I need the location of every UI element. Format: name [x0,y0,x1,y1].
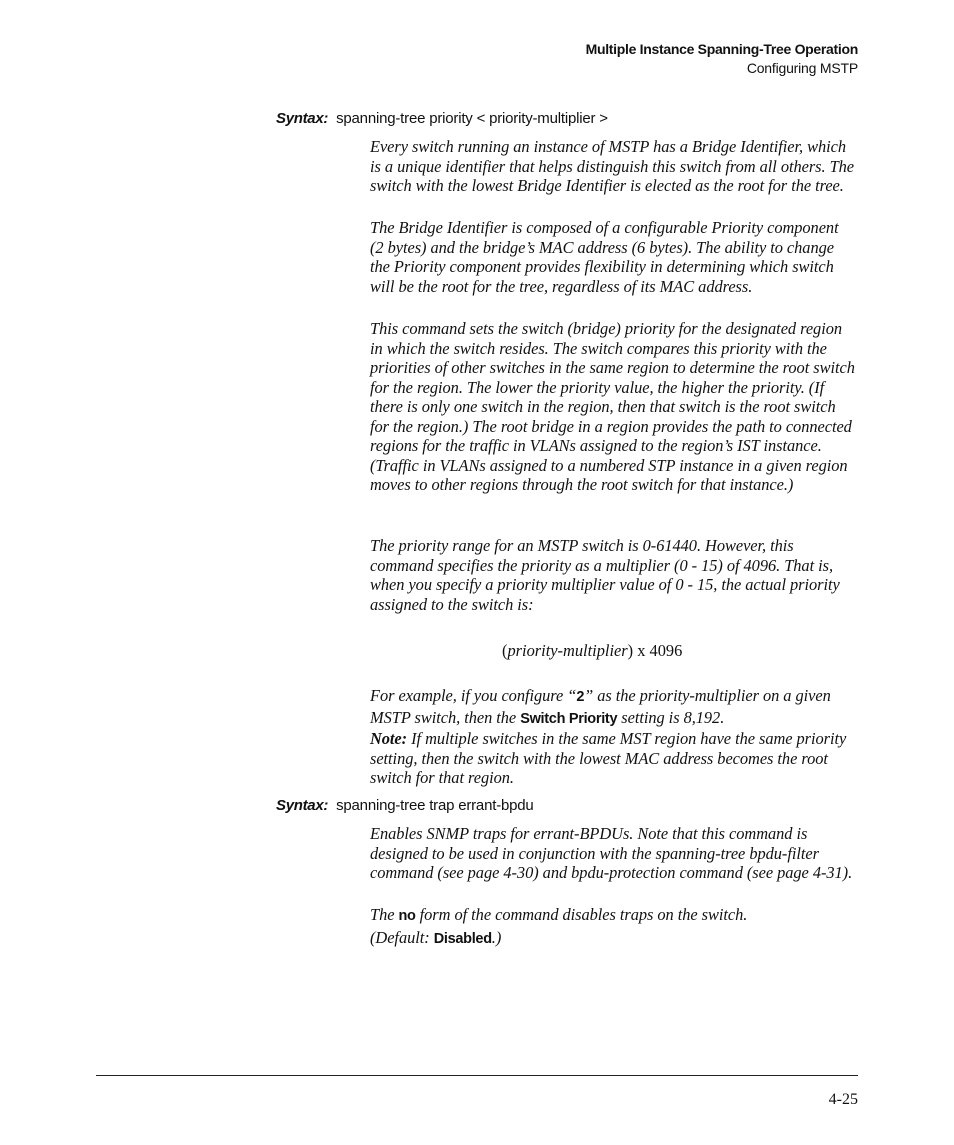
formula-rest: ) x 4096 [627,641,683,660]
chapter-title: Multiple Instance Spanning-Tree Operation [585,41,858,57]
paragraph-command-description: This command sets the switch (bridge) priority for the designated region in which the switch resides. The switch compares this priority with the priorities of other switches in the same region to determine the root switch for the region. The lower the priority value, the higher the priority. (If there is only one switch in the region, then that switch is the root switch for the region.) The root bridge in a region provides the path to connected regions for the traffic in VLANs assigned to the region’s IST instance. (Traffic in VLANs assigned to a numbered STP instance in a given region moves to other regions through the root switch for that instance.) [370,319,855,494]
paragraph-default [370,928,855,950]
no-form-text-2: form of the command disables traps on the switch. [415,905,748,924]
example-text-2: ” as the priority-multiplier on a given MSTP switch, then the [370,686,831,727]
page-number: 4-25 [828,1091,858,1108]
formula-open: ( [502,641,508,660]
paragraph-example [370,686,855,729]
syntax-label: Syntax: [276,110,329,127]
paragraph-trap-description: Enables SNMP traps for errant-BPDUs. Note that this command is designed to be used in conjunction with the spanning-tree bpdu-filter command (see page 4-30) and bpdu-protection command (see page 4-31). [370,824,853,882]
example-text-1: For example, if you configure “ [370,686,577,705]
example-text-3: setting is 8,192. [617,707,725,727]
syntax-priority [276,110,608,127]
paragraph-bridge-composition: The Bridge Identifier is composed of a configurable Priority component (2 bytes) and the bridge’s MAC address (6 bytes). The ability to change the Priority component provides flexibility in determining which switch will be the root for the tree, regardless of its MAC address. [370,218,839,296]
running-header [586,40,858,78]
syntax-trap [276,797,534,814]
formula-variable: priority-multiplier [507,641,628,660]
default-open: ( [370,928,376,947]
paragraph-priority-range: The priority range for an MSTP switch is 0-61440. However, this command specifies the priority as a multiplier (0 - 15) of 4096. That is, when you specify a priority multiplier value of 0 - 15, the actual priority assigned to the switch is: [370,536,840,614]
default-value: Disabled [433,931,492,947]
default-label: Default: [375,928,430,947]
setting-name: Switch Priority [520,710,618,727]
paragraph-bridge-identifier: Every switch running an instance of MSTP has a Bridge Identifier, which is a unique identifier that helps distinguish this switch from all others. The switch with the lowest Bridge Identifier is elected as the root for the tree. [370,137,855,195]
note-label: Note: [370,729,408,748]
priority-formula [502,641,682,661]
example-value: 2 [576,689,585,705]
footer-divider [96,1075,858,1076]
default-close: .) [491,928,502,947]
no-keyword: no [398,908,416,924]
syntax-command: spanning-tree trap errant-bpdu [336,797,534,814]
syntax-label: Syntax: [276,797,329,814]
paragraph-note [370,729,855,788]
note-text: If multiple switches in the same MST region have the same priority setting, then the switch with the lowest MAC address becomes the root switch for that region. [370,729,847,787]
section-title: Configuring MSTP [746,60,858,76]
no-form-text-1: The [370,905,399,924]
paragraph-no-form [370,905,855,927]
syntax-command: spanning-tree priority < priority-multiplier > [336,110,608,127]
